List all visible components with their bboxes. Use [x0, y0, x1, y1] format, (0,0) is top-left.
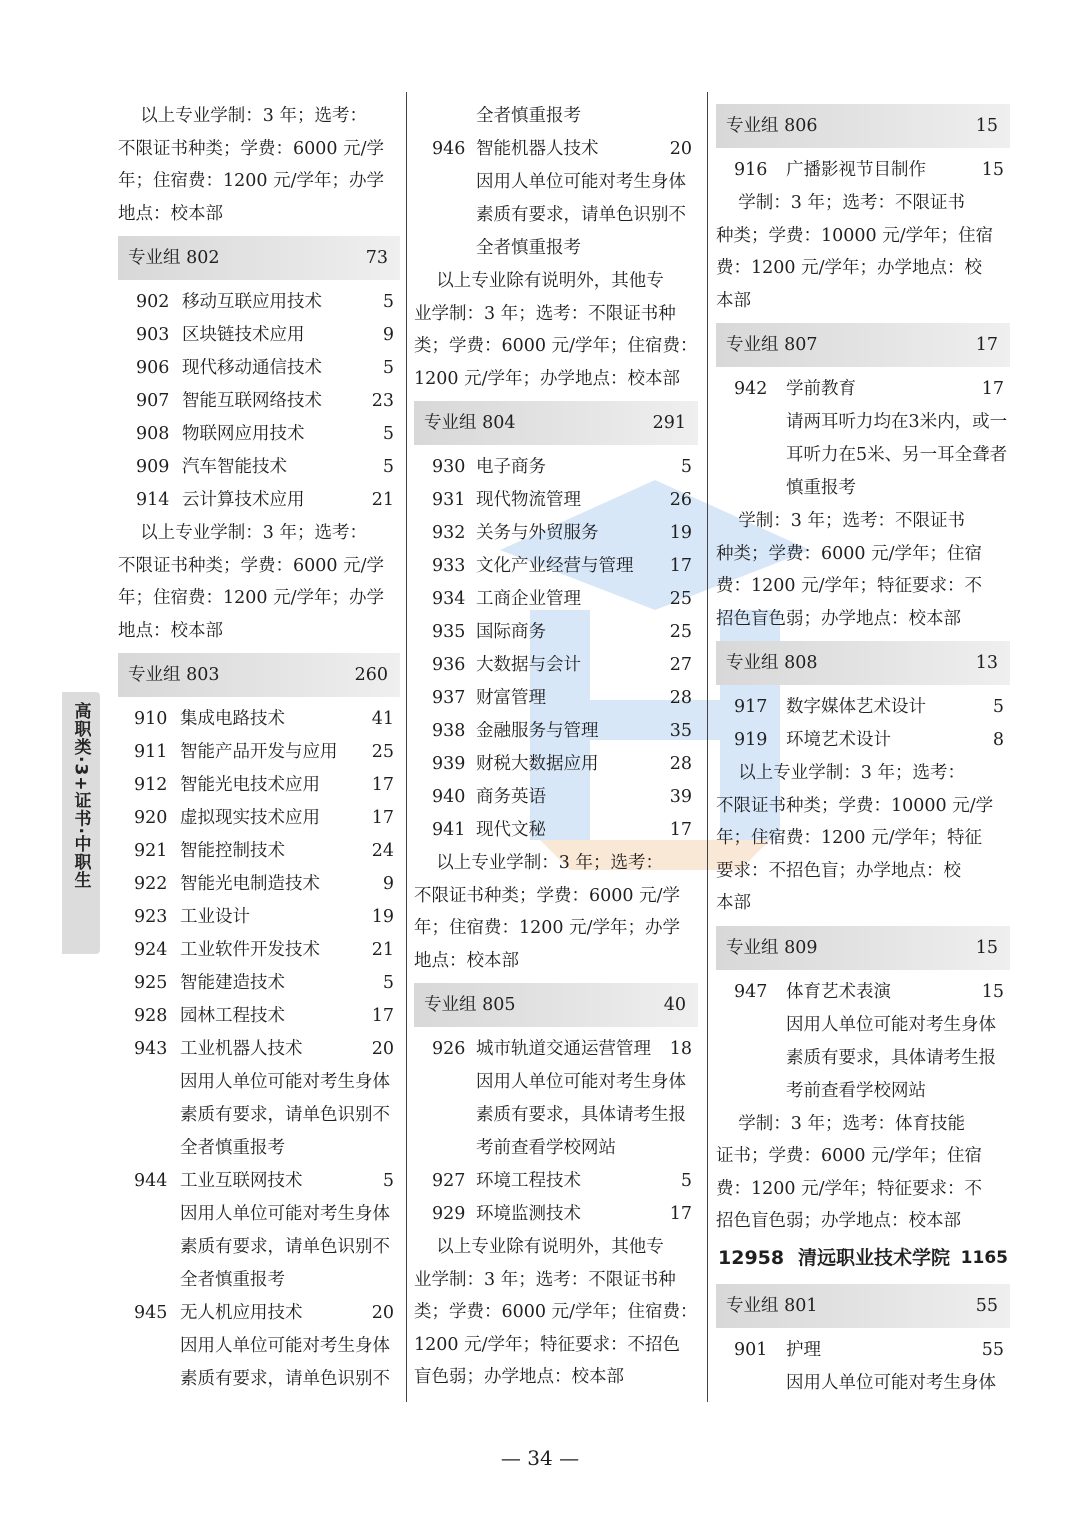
major-code: 936 — [432, 655, 466, 675]
college-code: 12958 — [718, 1246, 785, 1269]
major-row — [414, 649, 698, 682]
major-name: 财税大数据应用 — [476, 754, 599, 774]
major-row — [118, 1000, 400, 1033]
group-809-footer: 学制：3 年；选考：体育技能 证书；学费：6000 元/学年；住宿 费：1200 元/学年；特征要求：不 招色盲色弱；办学地点：校本部 — [716, 1113, 982, 1231]
major-code: 931 — [432, 490, 466, 510]
major-name: 云计算技术应用 — [182, 490, 305, 510]
major-quota: 17 — [981, 379, 1004, 399]
major-quota: 5 — [382, 1171, 394, 1191]
note-946: 因用人单位可能对考生身体 素质有要求，请单色识别不 全者慎重报考 — [476, 172, 686, 258]
major-code: 937 — [432, 688, 466, 708]
major-code: 929 — [432, 1204, 466, 1224]
major-name: 文化产业经营与管理 — [476, 556, 634, 576]
major-code: 901 — [734, 1339, 768, 1360]
major-quota: 28 — [669, 688, 692, 708]
major-row — [414, 781, 698, 814]
group-label: 专业组 801 — [726, 1295, 818, 1316]
group-header-803 — [118, 653, 400, 697]
note-944: 因用人单位可能对考生身体 素质有要求，请单色识别不 全者慎重报考 — [180, 1204, 390, 1290]
major-quota: 5 — [680, 1171, 692, 1191]
major-name: 环境监测技术 — [476, 1204, 581, 1224]
major-quota: 5 — [382, 424, 394, 444]
group-header-801 — [716, 1284, 1010, 1328]
major-quota: 21 — [371, 940, 394, 960]
major-code: 908 — [136, 424, 170, 444]
major-name: 智能光电技术应用 — [180, 775, 320, 795]
major-row-946 — [414, 133, 698, 166]
major-quota: 9 — [382, 325, 394, 345]
group-806-footer: 学制：3 年；选考：不限证书 种类；学费：10000 元/学年；住宿 费：1200 元/学年；办学地点：校 本部 — [716, 193, 994, 311]
major-quota: 20 — [371, 1039, 394, 1059]
major-name: 体育艺术表演 — [786, 981, 891, 1002]
major-quota: 5 — [382, 292, 394, 312]
major-name: 商务英语 — [476, 787, 546, 807]
major-row — [118, 901, 400, 934]
major-row-944 — [118, 1165, 400, 1198]
major-row — [118, 385, 400, 418]
major-name: 工业机器人技术 — [180, 1039, 303, 1059]
major-row — [118, 736, 400, 769]
major-code: 919 — [734, 730, 768, 750]
major-quota: 19 — [669, 523, 692, 543]
group-total: 15 — [975, 116, 998, 136]
major-quota: 5 — [382, 457, 394, 477]
note-942: 请两耳听力均在3米内，或一 耳听力在5米、另一耳全聋者 慎重报考 — [786, 412, 1008, 498]
group-803-footer: 以上专业除有说明外，其他专 业学制：3 年；选考：不限证书种 类；学费：6000 元/学年；住宿费： 1200 元/学年；办学地点：校本部 — [414, 271, 698, 389]
major-code: 909 — [136, 457, 170, 477]
major-code: 911 — [134, 742, 168, 762]
major-code: 944 — [134, 1171, 168, 1191]
major-code: 938 — [432, 721, 466, 741]
group-total: 260 — [354, 665, 388, 685]
major-name: 虚拟现实技术应用 — [180, 808, 320, 828]
major-row — [118, 1033, 400, 1066]
major-row — [716, 724, 1010, 757]
group-total: 40 — [663, 995, 686, 1015]
note-943: 因用人单位可能对考生身体 素质有要求，请单色识别不 全者慎重报考 — [180, 1072, 390, 1158]
major-code: 916 — [734, 160, 768, 180]
major-quota: 25 — [371, 742, 394, 762]
major-row — [414, 682, 698, 715]
major-code: 943 — [134, 1039, 168, 1059]
column-right — [716, 100, 1010, 1400]
major-name: 智能产品开发与应用 — [180, 742, 338, 762]
major-code: 922 — [134, 874, 168, 894]
major-quota: 15 — [981, 160, 1004, 180]
major-row — [414, 748, 698, 781]
major-row — [118, 418, 400, 451]
group-header-809 — [716, 926, 1010, 970]
major-code: 933 — [432, 556, 466, 576]
major-quota: 5 — [992, 697, 1004, 717]
major-name: 金融服务与管理 — [476, 721, 599, 741]
major-name: 工业设计 — [180, 907, 250, 927]
major-row — [414, 484, 698, 517]
major-code: 926 — [432, 1039, 466, 1059]
major-quota: 17 — [669, 820, 692, 840]
group-808-footer: 以上专业学制：3 年；选考： 不限证书种类；学费：10000 元/学 年；住宿费：1200 元/学年；特征 要求：不招色盲；办学地点：校 本部 — [716, 763, 994, 913]
major-code: 932 — [432, 523, 466, 543]
major-code: 920 — [134, 808, 168, 828]
major-quota: 28 — [669, 754, 692, 774]
side-tab-label: 高职类·3+证书·中职生 — [70, 702, 91, 889]
major-quota: 55 — [981, 1339, 1004, 1360]
group-total: 15 — [975, 937, 998, 958]
major-code: 925 — [134, 973, 168, 993]
major-quota: 17 — [669, 1204, 692, 1224]
major-row — [118, 868, 400, 901]
major-quota: 15 — [981, 981, 1004, 1002]
group-total: 55 — [975, 1295, 998, 1316]
major-name: 智能机器人技术 — [476, 139, 599, 159]
major-code: 935 — [432, 622, 466, 642]
section-side-tab — [62, 692, 100, 954]
major-code: 923 — [134, 907, 168, 927]
major-name: 学前教育 — [786, 379, 856, 399]
major-row — [118, 319, 400, 352]
group-total: 73 — [365, 248, 388, 268]
group-header-806 — [716, 104, 1010, 148]
group-label: 专业组 807 — [726, 335, 818, 355]
major-name: 工业软件开发技术 — [180, 940, 320, 960]
major-name: 电子商务 — [476, 457, 546, 477]
major-name: 国际商务 — [476, 622, 546, 642]
major-code: 924 — [134, 940, 168, 960]
group-total: 17 — [975, 335, 998, 355]
major-name: 智能光电制造技术 — [180, 874, 320, 894]
major-name: 智能控制技术 — [180, 841, 285, 861]
group-total: 291 — [652, 413, 686, 433]
major-quota: 24 — [371, 841, 394, 861]
group-807-footer: 学制：3 年；选考：不限证书 种类；学费：6000 元/学年；住宿 费：1200 元/学年；特征要求：不 招色盲色弱；办学地点：校本部 — [716, 511, 982, 629]
group-label: 专业组 803 — [128, 665, 220, 685]
major-code: 912 — [134, 775, 168, 795]
major-code: 940 — [432, 787, 466, 807]
major-row — [118, 451, 400, 484]
major-name: 财富管理 — [476, 688, 546, 708]
group-804-footer: 以上专业学制：3 年；选考： 不限证书种类；学费：6000 元/学 年；住宿费：1200 元/学年；办学 地点：校本部 — [414, 853, 680, 971]
major-name: 园林工程技术 — [180, 1006, 285, 1026]
group-header-808 — [716, 641, 1010, 685]
major-row — [414, 814, 698, 847]
major-quota: 26 — [669, 490, 692, 510]
group-label: 专业组 802 — [128, 248, 220, 268]
major-row-947 — [716, 976, 1010, 1009]
major-name: 工业互联网技术 — [180, 1171, 303, 1191]
major-quota: 41 — [371, 709, 394, 729]
major-quota: 8 — [992, 730, 1004, 750]
major-row — [118, 352, 400, 385]
group-header-807 — [716, 323, 1010, 367]
major-quota: 20 — [669, 139, 692, 159]
major-quota: 25 — [669, 622, 692, 642]
major-row — [414, 550, 698, 583]
group-label: 专业组 805 — [424, 995, 516, 1015]
group-label: 专业组 809 — [726, 937, 818, 958]
major-row — [118, 286, 400, 319]
page-number: — 34 — — [500, 1446, 580, 1470]
group-label: 专业组 806 — [726, 116, 818, 136]
note-945: 因用人单位可能对考生身体 素质有要求，请单色识别不 — [180, 1336, 390, 1389]
major-code: 930 — [432, 457, 466, 477]
major-name: 工商企业管理 — [476, 589, 581, 609]
college-header — [716, 1238, 1010, 1278]
column-middle — [414, 100, 698, 1394]
major-code: 928 — [134, 1006, 168, 1026]
major-row — [414, 616, 698, 649]
major-row-916 — [716, 154, 1010, 187]
major-quota: 20 — [371, 1303, 394, 1323]
major-code: 921 — [134, 841, 168, 861]
major-row-945 — [118, 1297, 400, 1330]
group-header-805 — [414, 983, 698, 1027]
group-total: 13 — [975, 653, 998, 673]
major-name: 现代移动通信技术 — [182, 358, 322, 378]
group-802-footer: 以上专业学制：3 年；选考： 不限证书种类；学费：6000 元/学 年；住宿费：1200 元/学年；办学 地点：校本部 — [118, 523, 384, 641]
major-row — [118, 934, 400, 967]
major-row-942 — [716, 373, 1010, 406]
major-quota: 18 — [669, 1039, 692, 1059]
major-code: 942 — [734, 379, 768, 399]
major-row — [414, 715, 698, 748]
major-row — [414, 1165, 698, 1198]
major-row — [414, 451, 698, 484]
major-name: 城市轨道交通运营管理 — [476, 1039, 651, 1059]
major-quota: 5 — [382, 973, 394, 993]
major-quota: 25 — [669, 589, 692, 609]
major-quota: 9 — [382, 874, 394, 894]
group-header-804 — [414, 401, 698, 445]
intro-paragraph: 以上专业学制：3 年；选考： 不限证书种类；学费：6000 元/学 年；住宿费：1200 元/学年；办学 地点：校本部 — [118, 106, 384, 224]
note-901: 因用人单位可能对考生身体 — [786, 1372, 996, 1393]
major-row — [414, 517, 698, 550]
major-code: 945 — [134, 1303, 168, 1323]
major-code: 941 — [432, 820, 466, 840]
major-quota: 35 — [669, 721, 692, 741]
major-row-901 — [716, 1334, 1010, 1367]
major-name: 智能建造技术 — [180, 973, 285, 993]
major-quota: 23 — [371, 391, 394, 411]
college-total: 1165 — [960, 1247, 1008, 1268]
major-name: 移动互联应用技术 — [182, 292, 322, 312]
major-name: 区块链技术应用 — [182, 325, 305, 345]
group-header-802 — [118, 236, 400, 280]
major-quota: 17 — [371, 1006, 394, 1026]
major-name: 物联网应用技术 — [182, 424, 305, 444]
major-quota: 21 — [371, 490, 394, 510]
column-divider — [406, 92, 407, 1402]
major-name: 汽车智能技术 — [182, 457, 287, 477]
major-code: 914 — [136, 490, 170, 510]
major-row-926 — [414, 1033, 698, 1066]
group-805-footer: 以上专业除有说明外，其他专 业学制：3 年；选考：不限证书种 类；学费：6000 元/学年；住宿费： 1200 元/学年；特征要求：不招色 盲色弱；办学地点：校本部 — [414, 1237, 698, 1387]
group-label: 专业组 804 — [424, 413, 516, 433]
major-code: 939 — [432, 754, 466, 774]
major-row — [118, 835, 400, 868]
major-name: 环境工程技术 — [476, 1171, 581, 1191]
major-code: 927 — [432, 1171, 466, 1191]
major-code: 934 — [432, 589, 466, 609]
major-code: 907 — [136, 391, 170, 411]
major-name: 环境艺术设计 — [786, 730, 891, 750]
major-code: 902 — [136, 292, 170, 312]
major-quota: 17 — [669, 556, 692, 576]
college-name: 清远职业技术学院 — [798, 1246, 951, 1269]
major-code: 910 — [134, 709, 168, 729]
major-row — [118, 484, 400, 517]
major-row — [716, 691, 1010, 724]
major-name: 现代文秘 — [476, 820, 546, 840]
major-name: 护理 — [786, 1339, 821, 1360]
major-code: 906 — [136, 358, 170, 378]
major-row — [414, 1198, 698, 1231]
major-name: 大数据与会计 — [476, 655, 581, 675]
column-divider — [707, 92, 708, 1402]
column-left — [118, 100, 400, 1396]
major-name: 智能互联网络技术 — [182, 391, 322, 411]
note-947: 因用人单位可能对考生身体 素质有要求，具体请考生报 考前查看学校网站 — [786, 1014, 996, 1101]
major-row — [118, 769, 400, 802]
major-name: 现代物流管理 — [476, 490, 581, 510]
major-code: 946 — [432, 139, 466, 159]
major-quota: 17 — [371, 775, 394, 795]
major-quota: 5 — [680, 457, 692, 477]
major-row — [118, 967, 400, 1000]
major-code: 947 — [734, 981, 768, 1002]
group-label: 专业组 808 — [726, 653, 818, 673]
major-name: 集成电路技术 — [180, 709, 285, 729]
major-quota: 27 — [669, 655, 692, 675]
major-quota: 17 — [371, 808, 394, 828]
major-row — [118, 703, 400, 736]
major-name: 数字媒体艺术设计 — [786, 697, 926, 717]
note-continued: 全者慎重报考 — [476, 106, 581, 126]
major-quota: 5 — [382, 358, 394, 378]
major-code: 917 — [734, 697, 768, 717]
major-quota: 39 — [669, 787, 692, 807]
major-name: 广播影视节目制作 — [786, 160, 926, 180]
major-name: 无人机应用技术 — [180, 1303, 303, 1323]
major-name: 关务与外贸服务 — [476, 523, 599, 543]
major-quota: 19 — [371, 907, 394, 927]
note-926: 因用人单位可能对考生身体 素质有要求，具体请考生报 考前查看学校网站 — [476, 1072, 686, 1158]
major-code: 903 — [136, 325, 170, 345]
major-row — [118, 802, 400, 835]
major-row — [414, 583, 698, 616]
